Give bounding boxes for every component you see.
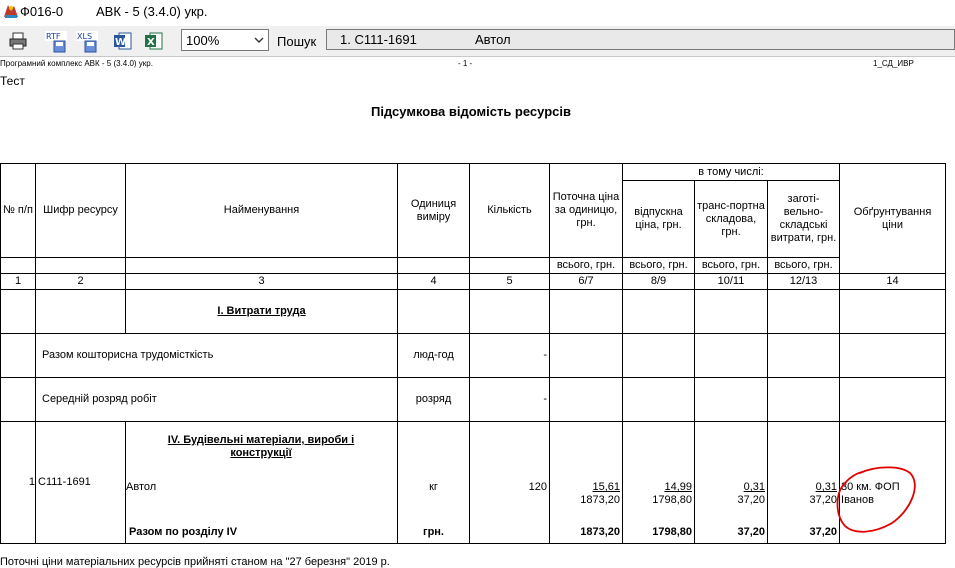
window-titlebar bbox=[0, 0, 955, 24]
zoom-value: 100% bbox=[186, 33, 220, 48]
window-title: АВК - 5 (3.4.0) укр. bbox=[96, 4, 208, 19]
xls-export-icon bbox=[76, 31, 98, 53]
item-name: Автол bbox=[126, 481, 157, 493]
svg-text:W: W bbox=[115, 37, 127, 48]
word-icon bbox=[113, 31, 133, 51]
table-row bbox=[1, 378, 946, 422]
red-circle-annotation bbox=[830, 463, 925, 538]
header-row-1 bbox=[1, 164, 946, 181]
item-procure-unit: 0,31 bbox=[815, 481, 838, 493]
page-header-left: Програмний комплекс АВК - 5 (3.4.0) укр. bbox=[0, 59, 153, 68]
export-xls-button[interactable] bbox=[73, 28, 99, 53]
col-number: 12/13 bbox=[768, 274, 840, 290]
total-label: всього, грн. bbox=[550, 258, 623, 274]
col-number: 6/7 bbox=[550, 274, 623, 290]
total-label: всього, грн. bbox=[695, 258, 768, 274]
row-name: Середній розряд робіт bbox=[36, 378, 398, 422]
row-qty: - bbox=[470, 378, 550, 422]
search-field[interactable] bbox=[326, 29, 955, 50]
zoom-select[interactable] bbox=[181, 29, 269, 51]
report-title: Підсумкова відомість ресурсів bbox=[371, 104, 571, 119]
section-total-name: Разом по розділу IV bbox=[129, 526, 238, 538]
search-name: Автол bbox=[475, 32, 511, 47]
col-number: 4 bbox=[398, 274, 470, 290]
excel-icon bbox=[144, 31, 164, 51]
section-total-release: 1798,80 bbox=[652, 526, 692, 538]
row-unit: розряд bbox=[398, 378, 470, 422]
row-unit: люд-год bbox=[398, 334, 470, 378]
open-excel-button[interactable] bbox=[141, 28, 167, 53]
open-word-button[interactable] bbox=[110, 28, 136, 53]
search-label: Пошук bbox=[277, 34, 317, 49]
col-header-current-price: Поточна ціна за одиницю, грн. bbox=[550, 164, 623, 258]
item-justification: 30 км. ФОП Іванов bbox=[841, 481, 900, 506]
col-number: 10/11 bbox=[695, 274, 768, 290]
rtf-export-icon bbox=[45, 31, 67, 53]
col-header-procurement: заготі-вельно-складські витрати, грн. bbox=[768, 181, 840, 258]
column-number-row bbox=[1, 274, 946, 290]
col-header-unit: Одиниця виміру bbox=[398, 164, 470, 258]
col-header-transport: транс-портна складова, грн. bbox=[695, 181, 768, 258]
table-row bbox=[1, 334, 946, 378]
col-number: 2 bbox=[36, 274, 126, 290]
section-total-price: 1873,20 bbox=[580, 526, 620, 538]
col-number: 3 bbox=[126, 274, 398, 290]
form-code: Ф016-0 bbox=[20, 4, 64, 19]
section-total-procure: 37,20 bbox=[809, 526, 838, 538]
page-number: - 1 - bbox=[458, 59, 473, 68]
col-header-including: в тому числі: bbox=[623, 164, 840, 181]
item-unit: кг bbox=[429, 481, 438, 493]
section-title: IV. Будівельні матеріали, вироби і конструкції bbox=[167, 434, 355, 459]
item-price-unit: 15,61 bbox=[592, 481, 620, 493]
page-header-right: 1_СД_ИВР bbox=[873, 59, 914, 68]
section-total-unit: грн. bbox=[422, 526, 444, 538]
item-price-total: 1873,20 bbox=[580, 494, 620, 506]
print-button[interactable] bbox=[5, 28, 31, 53]
material-row bbox=[1, 422, 946, 544]
section-title: I. Витрати труда bbox=[126, 290, 398, 334]
search-code: 1. С111-1691 bbox=[340, 32, 417, 47]
col-number: 5 bbox=[470, 274, 550, 290]
footer-note: Поточні ціни матеріальних ресурсів прийняті станом на "27 березня" 2019 р. bbox=[0, 556, 390, 568]
col-header-release-price: відпускна ціна, грн. bbox=[623, 181, 695, 258]
total-label: всього, грн. bbox=[623, 258, 695, 274]
col-number: 14 bbox=[840, 274, 946, 290]
item-code: С111-1691 bbox=[36, 422, 126, 544]
col-header-justification: Обґрунтування ціни bbox=[840, 164, 946, 274]
row-name: Разом кошторисна трудомісткість bbox=[36, 334, 398, 378]
total-label: всього, грн. bbox=[768, 258, 840, 274]
col-header-num: № п/п bbox=[1, 164, 36, 258]
col-header-name: Найменування bbox=[126, 164, 398, 258]
item-num: 1 bbox=[1, 422, 36, 544]
section-row bbox=[1, 290, 946, 334]
app-icon bbox=[2, 2, 20, 20]
item-procure-total: 37,20 bbox=[809, 494, 838, 506]
section-total-transport: 37,20 bbox=[737, 526, 765, 538]
col-number: 8/9 bbox=[623, 274, 695, 290]
chevron-down-icon[interactable] bbox=[252, 33, 266, 47]
header-row-3 bbox=[1, 258, 946, 274]
print-icon bbox=[8, 31, 28, 51]
report-subtitle: Тест bbox=[0, 74, 25, 88]
svg-text:XLS: XLS bbox=[77, 32, 93, 41]
item-transport-total: 37,20 bbox=[737, 494, 765, 506]
col-header-code: Шифр ресурсу bbox=[36, 164, 126, 258]
item-transport-unit: 0,31 bbox=[743, 481, 765, 493]
item-release-total: 1798,80 bbox=[652, 494, 692, 506]
col-number: 1 bbox=[1, 274, 36, 290]
col-header-qty: Кількість bbox=[470, 164, 550, 258]
row-qty: - bbox=[470, 334, 550, 378]
resource-table bbox=[0, 163, 946, 544]
toolbar bbox=[0, 26, 955, 57]
svg-text:RTF: RTF bbox=[46, 32, 61, 41]
export-rtf-button[interactable] bbox=[42, 28, 68, 53]
item-release-unit: 14,99 bbox=[664, 481, 692, 493]
svg-text:X: X bbox=[147, 37, 155, 48]
report-page bbox=[0, 57, 955, 568]
item-qty: 120 bbox=[528, 481, 547, 493]
